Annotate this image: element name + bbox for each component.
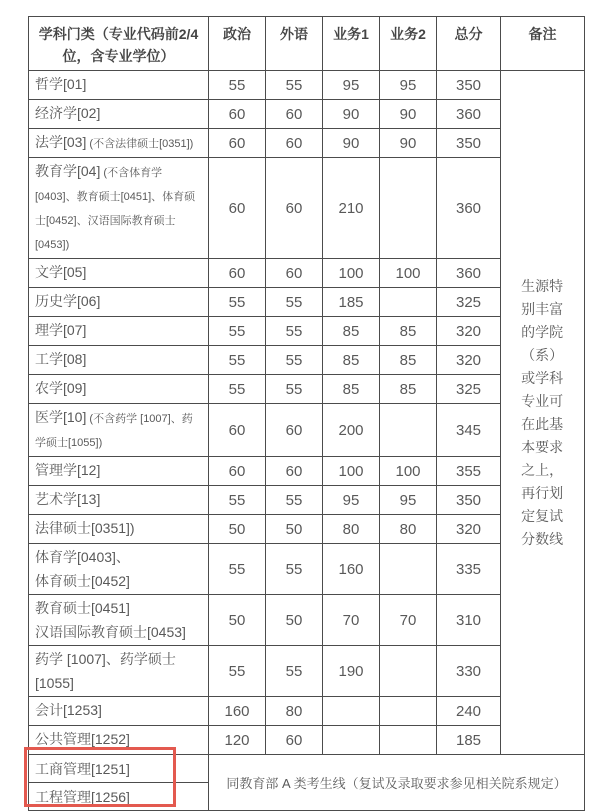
score-business2: 90 xyxy=(380,100,437,129)
score-foreign: 55 xyxy=(266,346,323,375)
score-business1: 90 xyxy=(323,129,380,158)
score-total: 360 xyxy=(437,158,501,259)
score-foreign: 60 xyxy=(266,457,323,486)
subject-cell xyxy=(29,158,209,259)
score-foreign: 60 xyxy=(266,726,323,755)
score-foreign: 60 xyxy=(266,404,323,457)
score-foreign: 55 xyxy=(266,71,323,100)
score-politics: 55 xyxy=(209,375,266,404)
subject-cell xyxy=(29,515,209,544)
score-business2: 85 xyxy=(380,346,437,375)
score-foreign: 60 xyxy=(266,259,323,288)
score-table xyxy=(28,16,585,811)
footer-subject-1256: 工程管理[1256] xyxy=(29,783,209,811)
score-business2: 85 xyxy=(380,375,437,404)
score-politics: 55 xyxy=(209,544,266,595)
score-politics: 55 xyxy=(209,288,266,317)
score-total: 355 xyxy=(437,457,501,486)
score-business1 xyxy=(323,726,380,755)
score-business1: 200 xyxy=(323,404,380,457)
subject-name: 艺术学[13] xyxy=(35,491,101,507)
score-foreign: 50 xyxy=(266,595,323,646)
score-politics: 60 xyxy=(209,259,266,288)
subject-cell xyxy=(29,646,209,697)
subject-name: 体育学[0403]、 xyxy=(35,549,130,565)
score-politics: 50 xyxy=(209,595,266,646)
score-business2: 70 xyxy=(380,595,437,646)
score-total: 240 xyxy=(437,697,501,726)
score-business1: 85 xyxy=(323,375,380,404)
score-foreign: 55 xyxy=(266,288,323,317)
score-foreign: 60 xyxy=(266,158,323,259)
score-business2: 90 xyxy=(380,129,437,158)
col-header-politics: 政治 xyxy=(209,17,266,71)
score-foreign: 55 xyxy=(266,486,323,515)
col-header-business2: 业务2 xyxy=(380,17,437,71)
subject-cell xyxy=(29,100,209,129)
score-total: 320 xyxy=(437,515,501,544)
score-politics: 60 xyxy=(209,100,266,129)
score-politics: 55 xyxy=(209,317,266,346)
score-politics: 55 xyxy=(209,71,266,100)
subject-cell xyxy=(29,404,209,457)
score-total: 185 xyxy=(437,726,501,755)
subject-cell xyxy=(29,457,209,486)
score-foreign: 60 xyxy=(266,100,323,129)
score-politics: 55 xyxy=(209,646,266,697)
score-business2: 100 xyxy=(380,457,437,486)
score-total: 350 xyxy=(437,71,501,100)
score-politics: 55 xyxy=(209,486,266,515)
score-politics: 55 xyxy=(209,346,266,375)
score-total: 350 xyxy=(437,486,501,515)
footer-subject-1251: 工商管理[1251] xyxy=(29,755,209,783)
score-business2: 80 xyxy=(380,515,437,544)
score-politics: 60 xyxy=(209,457,266,486)
subject-cell xyxy=(29,259,209,288)
score-total: 325 xyxy=(437,288,501,317)
table-row xyxy=(29,71,585,100)
score-politics: 60 xyxy=(209,129,266,158)
score-total: 330 xyxy=(437,646,501,697)
col-header-business1: 业务1 xyxy=(323,17,380,71)
subject-cell xyxy=(29,346,209,375)
subject-cell xyxy=(29,726,209,755)
score-business1: 190 xyxy=(323,646,380,697)
subject-name: 经济学[02] xyxy=(35,105,101,121)
score-total: 320 xyxy=(437,346,501,375)
subject-name: 教育硕士[0451] xyxy=(35,600,130,616)
subject-cell xyxy=(29,317,209,346)
col-header-total: 总分 xyxy=(437,17,501,71)
score-business1: 100 xyxy=(323,457,380,486)
score-business1: 80 xyxy=(323,515,380,544)
score-business2 xyxy=(380,288,437,317)
score-business1: 95 xyxy=(323,486,380,515)
score-total: 345 xyxy=(437,404,501,457)
score-total: 360 xyxy=(437,100,501,129)
subject-name: 会计[1253] xyxy=(35,702,102,718)
score-business2: 85 xyxy=(380,317,437,346)
score-business2 xyxy=(380,697,437,726)
remark-text: 生源特别丰富的学院（系）或学科专业可在此基本要求之上，再行划定复试分数线 xyxy=(521,277,564,547)
score-business2 xyxy=(380,726,437,755)
score-total: 335 xyxy=(437,544,501,595)
score-business1: 185 xyxy=(323,288,380,317)
subject-name: 历史学[06] xyxy=(35,293,101,309)
subject-name: 管理学[12] xyxy=(35,462,101,478)
score-foreign: 50 xyxy=(266,515,323,544)
score-business1: 95 xyxy=(323,71,380,100)
score-business2 xyxy=(380,404,437,457)
remark-cell xyxy=(501,71,585,755)
score-business2 xyxy=(380,158,437,259)
subject-name: 教育学[04] xyxy=(35,163,101,179)
score-total: 320 xyxy=(437,317,501,346)
score-business1: 100 xyxy=(323,259,380,288)
subject-cell xyxy=(29,697,209,726)
subject-name: 药学 [1007]、药学硕士 xyxy=(35,651,176,667)
subject-name: 农学[09] xyxy=(35,380,87,396)
score-business2 xyxy=(380,544,437,595)
score-foreign: 55 xyxy=(266,646,323,697)
subject-note: (不含药学 [1007]、药学硕士[1055]) xyxy=(35,413,193,449)
header-row xyxy=(29,17,585,71)
subject-cell xyxy=(29,129,209,158)
score-foreign: 55 xyxy=(266,317,323,346)
score-business1: 70 xyxy=(323,595,380,646)
score-politics: 160 xyxy=(209,697,266,726)
score-business1 xyxy=(323,697,380,726)
subject-name: 公共管理[1252] xyxy=(35,731,130,747)
subject-cell xyxy=(29,595,209,646)
col-header-remark: 备注 xyxy=(501,17,585,71)
subject-name: 法学[03] xyxy=(35,134,87,150)
subject-name: 理学[07] xyxy=(35,322,87,338)
col-header-subject: 学科门类（专业代码前2/4位，含专业学位） xyxy=(29,17,209,71)
subject-name: 医学[10] xyxy=(35,409,87,425)
subject-name: 工学[08] xyxy=(35,351,87,367)
score-total: 360 xyxy=(437,259,501,288)
subject-cell xyxy=(29,288,209,317)
score-foreign: 55 xyxy=(266,375,323,404)
score-business1: 85 xyxy=(323,317,380,346)
score-total: 325 xyxy=(437,375,501,404)
subject-cell xyxy=(29,486,209,515)
col-header-foreign: 外语 xyxy=(266,17,323,71)
footer-note: 同教育部 A 类考生线（复试及录取要求参见相关院系规定） xyxy=(209,755,585,811)
subject-cell xyxy=(29,375,209,404)
score-total: 350 xyxy=(437,129,501,158)
score-business1: 90 xyxy=(323,100,380,129)
subject-cell xyxy=(29,544,209,595)
subject-name: 哲学[01] xyxy=(35,76,87,92)
footer-row-1251 xyxy=(29,755,585,783)
subject-line2: 汉语国际教育硕士[0453] xyxy=(35,624,186,640)
score-foreign: 55 xyxy=(266,544,323,595)
subject-note: (不含法律硕士[0351]) xyxy=(86,138,194,150)
subject-line2: [1055] xyxy=(35,675,74,691)
score-business1: 210 xyxy=(323,158,380,259)
score-business2: 95 xyxy=(380,486,437,515)
score-politics: 60 xyxy=(209,404,266,457)
score-politics: 120 xyxy=(209,726,266,755)
subject-cell xyxy=(29,71,209,100)
score-politics: 60 xyxy=(209,158,266,259)
subject-name: 文学[05] xyxy=(35,264,87,280)
score-foreign: 80 xyxy=(266,697,323,726)
score-business2: 95 xyxy=(380,71,437,100)
score-business2 xyxy=(380,646,437,697)
subject-note: (不含体育学[0403]、教育硕士[0451]、体育硕士[0452]、汉语国际教育硕士[0453]) xyxy=(35,167,196,251)
score-foreign: 60 xyxy=(266,129,323,158)
score-total: 310 xyxy=(437,595,501,646)
score-politics: 50 xyxy=(209,515,266,544)
subject-line2: 体育硕士[0452] xyxy=(35,573,130,589)
score-business1: 160 xyxy=(323,544,380,595)
score-business1: 85 xyxy=(323,346,380,375)
score-business2: 100 xyxy=(380,259,437,288)
subject-name: 法律硕士[0351]) xyxy=(35,520,135,536)
